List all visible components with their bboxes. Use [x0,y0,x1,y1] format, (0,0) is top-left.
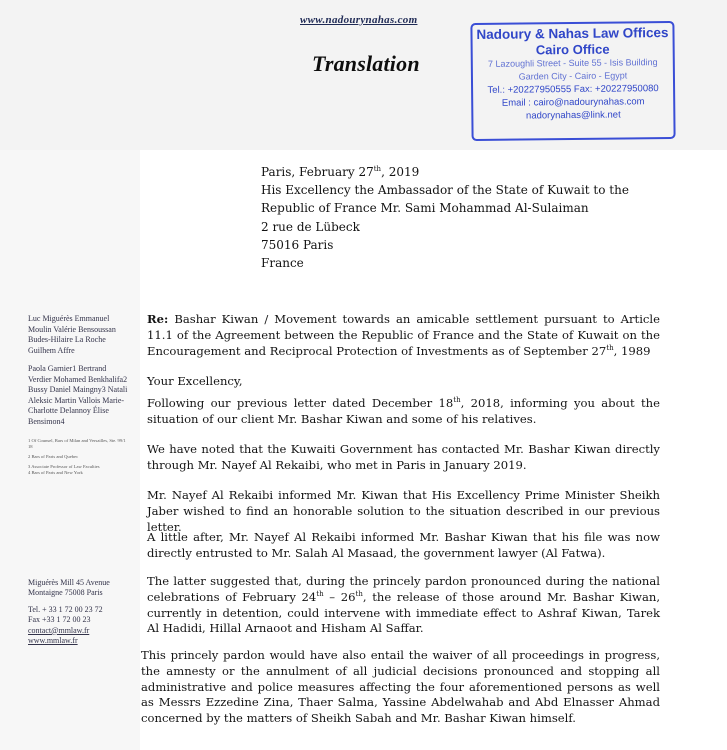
associate-names: Bussy Daniel Maingny3 Natali [28,385,128,395]
footnote: 18 [28,444,33,449]
partner-names: Luc Miguérès Emmanuel [28,314,110,323]
letter-date: Paris, February 27th, 2019 [261,165,420,179]
partner-names: Guilhem Affre [28,345,75,355]
law-office-stamp [470,21,675,141]
stamp-street: 7 Lazoughli Street - Suite 55 - Isis Building [487,57,658,69]
office-address: Montaigne 75008 Paris [28,588,103,598]
office-fax: Fax +33 1 72 00 23 [28,615,91,625]
associate-names: Bensimon4 [28,416,65,426]
paragraph-prime-minister: Mr. Nayef Al Rekaibi informed Mr. Kiwan that His Excellency Prime Minister Sheikh Jaber wished to find an honorable solution to the situation described in our previous letter. [147,488,660,534]
associate-names: Charlotte Delannoy Élise [28,406,109,416]
paragraph-contact: We have noted that the Kuwaiti Government has contacted Mr. Bashar Kiwan directly through Mr. Nayef Al Rekaibi, who met in Paris in January 2019. [147,442,660,472]
recipient-line: Republic of France Mr. Sami Mohammad Al-Sulaiman [261,201,589,216]
office-phone: Tel. + 33 1 72 00 23 72 [28,604,103,614]
paragraph-princely-pardon: The latter suggested that, during the princely pardon pronounced during the national celebrations of February 24th – 26th, the release of those around Mr. Bashar Kiwan, currently in detention, could intervene with immediate effect to Ashraf Kiwan, Tarek Al Hadidi, Hillal Arnaoot and Hisham Al Saffar. [147,574,661,636]
stamp-firm-name: Nadoury & Nahas Law Offices [476,24,669,43]
partner-names: Moulin Valérie Bensoussan [28,324,116,334]
footnote: 2 Bars of Paris and Quebec [28,454,79,459]
associate-names: Paola Garnier1 Bertrand [28,364,107,373]
letter-subject: Re: Bashar Kiwan / Movement towards an amicable settlement pursuant to Article 11.1 of the Agreement between the Republic of France and the State of Kuwait on the Encouragement and Reciprocal Protection of Investments as of September 27th, 1989 [147,312,660,358]
street-address: 2 rue de Lübeck [261,219,360,234]
office-contact [28,578,138,646]
stamp-email-2: nadorynahas@link.net [525,109,621,122]
office-email-link[interactable]: contact@mmlaw.fr [28,625,90,635]
associate-names: Verdier Mohamed Benkhalifa2 [28,374,128,384]
stamp-office-name: Cairo Office [535,41,610,58]
sidebar-footnotes [28,438,136,476]
footnote: 1 Of Counsel, Bars of Milan and Versailles, Ste. 99/1 [28,438,126,443]
subject-label: Re: [147,312,169,326]
paragraph-government-lawyer: A little after, Mr. Nayef Al Rekaibi informed Mr. Bashar Kiwan that his file was now directly entrusted to Mr. Salah Al Masaad, the government lawyer (Al Fatwa). [147,530,660,560]
salutation: Your Excellency, [147,374,243,388]
footnote: 4 Bars of Paris and New York [28,470,83,475]
firm-website-link[interactable]: www.nadourynahas.com [300,14,418,26]
partner-names: Budes-Hilaire La Roche [28,335,106,345]
stamp-phone: Tel.: +20227950555 Fax: +20227950080 [487,83,659,96]
partners-list [28,314,136,356]
paragraph-waiver: This princely pardon would have also entail the waiver of all proceedings in progress, the amnesty or the annulment of all judicial decisions pronounced and stopping all administrative and police measures affecting the four aforementioned persons as well as Messrs Ezzedine Zina, Thaer Salma, Yassine Abdelwahab and Abd Elnasser Ahmad concerned by the matters of Sheikh Sabah and Mr. Bashar Kiwan himself. [141,648,660,726]
recipient-address [261,163,629,272]
stamp-email: Email : cairo@nadourynahas.com [501,96,645,109]
footnote: 3 Associate Professor of Law Faculties [28,464,100,469]
recipient-line: His Excellency the Ambassador of the State of Kuwait to the [261,183,629,198]
country: France [261,256,304,271]
office-address: Miguérès Mill 45 Avenue [28,578,110,587]
subject-text: Bashar Kiwan / Movement towards an amicable settlement pursuant to Article 11.1 of the Agreement between the Republic of France and the State of Kuwait on the Encouragement and Reciprocal Protection of Investments as of September 27 [147,312,660,358]
associates-list [28,364,136,428]
associate-names: Aleksic Martin Vallois Marie- [28,395,125,405]
document-title: Translation [312,51,420,76]
stamp-city: Garden City - Cairo - Egypt [518,70,628,82]
postal-city: 75016 Paris [261,237,334,252]
paragraph-previous-letter: Following our previous letter dated December 18th, 2018, informing you about the situation of our client Mr. Bashar Kiwan and some of his relatives. [147,396,660,426]
office-website-link[interactable]: www.mmlaw.fr [28,636,78,646]
